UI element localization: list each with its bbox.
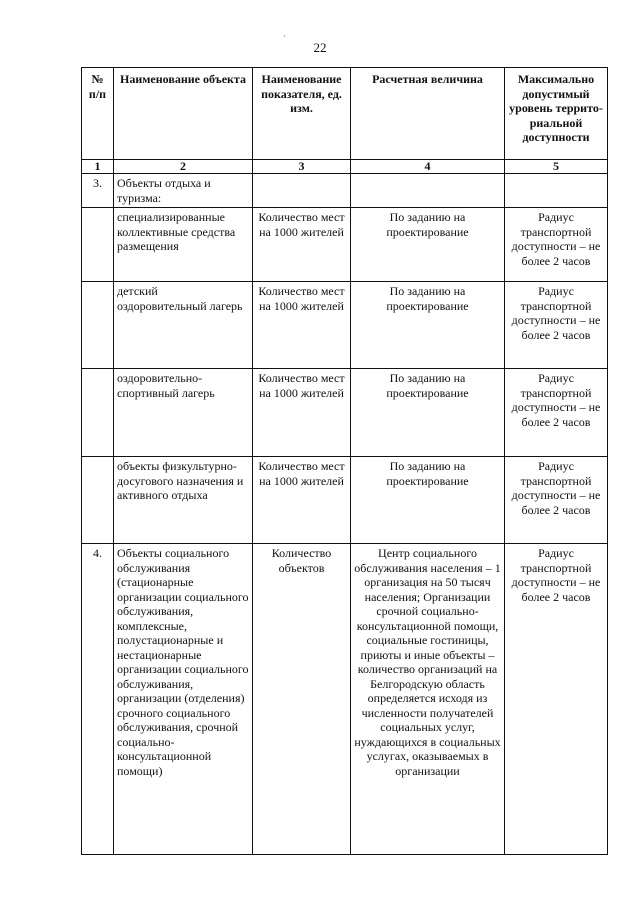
max-access: Радиус транспортной доступности – не более 2 часов [505,544,608,855]
table-row [82,457,608,544]
header-indicator: Наименование показателя, ед. изм. [253,68,351,160]
indicator: Количество мест на 1000 жителей [253,208,351,282]
calculated-value: По заданию на проектирование [351,208,505,282]
max-access: Радиус транспортной доступности – не более 2 часов [505,208,608,282]
indicator [253,174,351,208]
indicator: Количество мест на 1000 жителей [253,282,351,369]
calculated-value [351,174,505,208]
calculated-value: По заданию на проектирование [351,369,505,457]
table-row [82,369,608,457]
object-name: специализированные коллективные средства размещения [114,208,253,282]
header-num: № п/п [82,68,114,160]
calculated-value: Центр социального обслуживания населения – 1 организация на 50 тысяч населения; Организации срочной социально-консультационной помощи, социальные гостиницы, приюты и иные объекты – количество организаций на Белгородскую область определяется исходя из численности получателей социальных услуг, нуждающихся в социальных услугах, оказываемых в организации [351,544,505,855]
row-num: 4. [82,544,114,855]
col-index: 2 [114,160,253,174]
header-max-access: Максимально допустимый уровень террито-риальной доступности [505,68,608,160]
table-row [82,208,608,282]
col-index: 5 [505,160,608,174]
table-row [82,174,608,208]
norms-table [81,67,608,855]
column-index-row [82,160,608,174]
table-row [82,282,608,369]
col-index: 4 [351,160,505,174]
row-num [82,208,114,282]
object-name: оздоровительно-спортивный лагерь [114,369,253,457]
calculated-value: По заданию на проектирование [351,457,505,544]
calculated-value: По заданию на проектирование [351,282,505,369]
col-index: 3 [253,160,351,174]
table-row [82,544,608,855]
indicator: Количество мест на 1000 жителей [253,369,351,457]
row-num [82,457,114,544]
max-access [505,174,608,208]
max-access: Радиус транспортной доступности – не более 2 часов [505,369,608,457]
row-num: 3. [82,174,114,208]
header-row [82,68,608,160]
row-num [82,369,114,457]
max-access: Радиус транспортной доступности – не более 2 часов [505,282,608,369]
object-name: Объекты отдыха и туризма: [114,174,253,208]
row-num [82,282,114,369]
max-access: Радиус транспортной доступности – не более 2 часов [505,457,608,544]
object-name: объекты физкультурно-досугового назначения и активного отдыха [114,457,253,544]
col-index: 1 [82,160,114,174]
header-object-name: Наименование объекта [114,68,253,160]
indicator: Количество мест на 1000 жителей [253,457,351,544]
indicator: Количество объектов [253,544,351,855]
header-calculated-value: Расчетная величина [351,68,505,160]
object-name: детский оздоровительный лагерь [114,282,253,369]
scan-mark: ´ [283,34,286,44]
page-number: 22 [313,40,327,55]
object-name: Объекты социального обслуживания (стационарные организации социального обслуживания, комплексные, полустационарные и нестационарные организации социального обслуживания, организации (отделения) срочного социального обслуживания, срочной социально-консультационной помощи) [114,544,253,855]
